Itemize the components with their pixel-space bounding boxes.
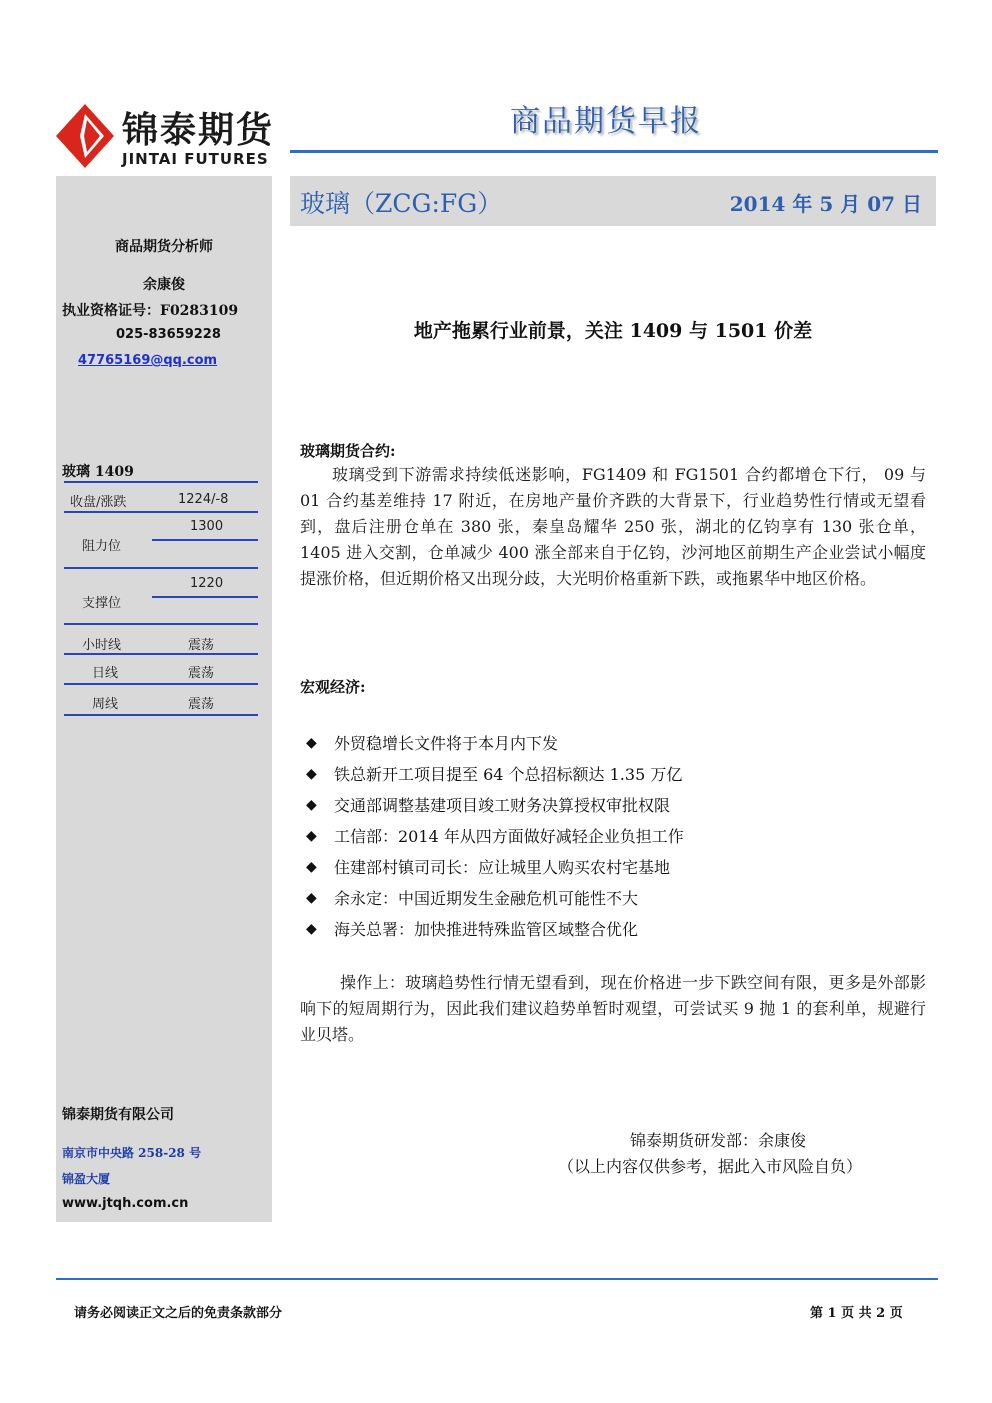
table-rule (152, 539, 258, 541)
daily-label: 日线 (92, 666, 119, 681)
brand-name-cn: 锦泰期货 (122, 110, 275, 151)
list-item: ◆ 住建部村镇司司长：应让城里人购买农村宅基地 (306, 858, 671, 877)
daily-value: 震荡 (188, 666, 215, 681)
analyst-name: 余康俊 (143, 277, 185, 293)
report-date: 2014 年 5 月 07 日 (729, 192, 922, 216)
analyst-email-link[interactable]: 47765169@qq.com (78, 353, 218, 368)
brand-name-en: JINTAI FUTURES (122, 150, 269, 168)
list-item: ◆ 工信部：2014 年从四方面做好减轻企业负担工作 (306, 827, 684, 846)
brand-logo (56, 98, 286, 174)
weekly-label: 周线 (92, 697, 119, 712)
footer-divider (56, 1278, 938, 1280)
close-value: 1224/-8 (178, 492, 229, 507)
analyst-role: 商品期货分析师 (115, 239, 213, 255)
product-bar (290, 176, 936, 226)
jintai-logo-icon (56, 104, 114, 168)
product-name: 玻璃（ZCG:FG） (300, 189, 503, 218)
close-label: 收盘/涨跌 (70, 495, 127, 510)
page-number: 第 1 页 共 2 页 (810, 1306, 903, 1321)
operation-advice: 操作上：玻璃趋势性行情无望看到，现在价格进一步下跌空间有限，更多是外部影响下的短周期行为，因此我们建议趋势单暂时观望，可尝试买 9 抛 1 的套利单，规避行业贝塔。 (300, 973, 926, 1044)
report-title: 商品期货早报 (510, 104, 702, 139)
list-item: ◆ 海关总署：加快推进特殊监管区域整合优化 (306, 920, 639, 939)
section-glass-heading: 玻璃期货合约: (300, 442, 396, 460)
company-website: www.jtqh.com.cn (62, 1196, 189, 1211)
section-macro-heading: 宏观经济: (300, 678, 366, 696)
support-label: 支撑位 (82, 596, 122, 611)
table-rule (64, 511, 258, 513)
section-glass-body: 玻璃受到下游需求持续低迷影响，FG1409 和 FG1501 合约都增仓下行， 09 与 01 合约基差维持 17 附近，在房地产量价齐跌的大背景下，行业趋势性行情或无望看到，盘后注册仓单在 380 张，秦皇岛耀华 250 张，湖北的亿钧享有 130 张仓单，1405 进入交割，仓单减少 400 涨全部来自于亿钧，沙河地区前期生产企业尝试小幅度提涨价格，但近期价格又出现分歧，大光明价格重新下跌，或拖累华中地区价格。 (300, 465, 926, 588)
table-rule (64, 623, 258, 625)
list-item: ◆ 余永定：中国近期发生金融危机可能性不大 (306, 889, 639, 908)
table-rule (64, 653, 258, 655)
headline: 地产拖累行业前景，关注 1409 与 1501 价差 (413, 320, 813, 342)
diamond-bullet-icon: ◆ (306, 734, 317, 751)
company-address-line1: 南京市中央路 258-28 号 (62, 1146, 202, 1160)
signature-disclaimer: （以上内容仅供参考，据此入市风险自负） (558, 1157, 863, 1176)
weekly-value: 震荡 (188, 697, 215, 712)
analyst-license: 执业资格证号：F0283109 (62, 303, 239, 319)
diamond-bullet-icon: ◆ (306, 765, 317, 782)
table-rule (64, 714, 258, 716)
hourly-value: 震荡 (188, 638, 215, 653)
diamond-bullet-icon: ◆ (306, 796, 317, 813)
analyst-phone: 025-83659228 (116, 327, 221, 342)
list-item: ◆ 铁总新开工项目提至 64 个总招标额达 1.35 万亿 (306, 765, 683, 784)
market-table-title: 玻璃 1409 (62, 464, 134, 480)
footer-disclaimer: 请务必阅读正文之后的免责条款部分 (74, 1306, 283, 1321)
company-name: 锦泰期货有限公司 (62, 1107, 174, 1123)
diamond-bullet-icon: ◆ (306, 827, 317, 844)
diamond-bullet-icon: ◆ (306, 858, 317, 875)
list-item: ◆ 交通部调整基建项目竣工财务决算授权审批权限 (306, 796, 671, 815)
macro-bullet-list (306, 727, 684, 944)
hourly-label: 小时线 (82, 638, 122, 653)
sidebar (56, 176, 272, 1222)
table-rule (152, 596, 258, 598)
diamond-bullet-icon: ◆ (306, 920, 317, 937)
header-divider (290, 150, 938, 153)
company-address-line2: 锦盈大厦 (62, 1172, 111, 1186)
diamond-bullet-icon: ◆ (306, 889, 317, 906)
resistance-label: 阻力位 (82, 539, 122, 554)
table-rule (64, 481, 258, 483)
signature-department: 锦泰期货研发部：余康俊 (630, 1131, 807, 1150)
support-value: 1220 (190, 576, 224, 591)
table-rule (64, 683, 258, 685)
resistance-value: 1300 (190, 519, 224, 534)
table-rule (64, 567, 258, 569)
list-item: ◆ 外贸稳增长文件将于本月内下发 (306, 734, 559, 753)
